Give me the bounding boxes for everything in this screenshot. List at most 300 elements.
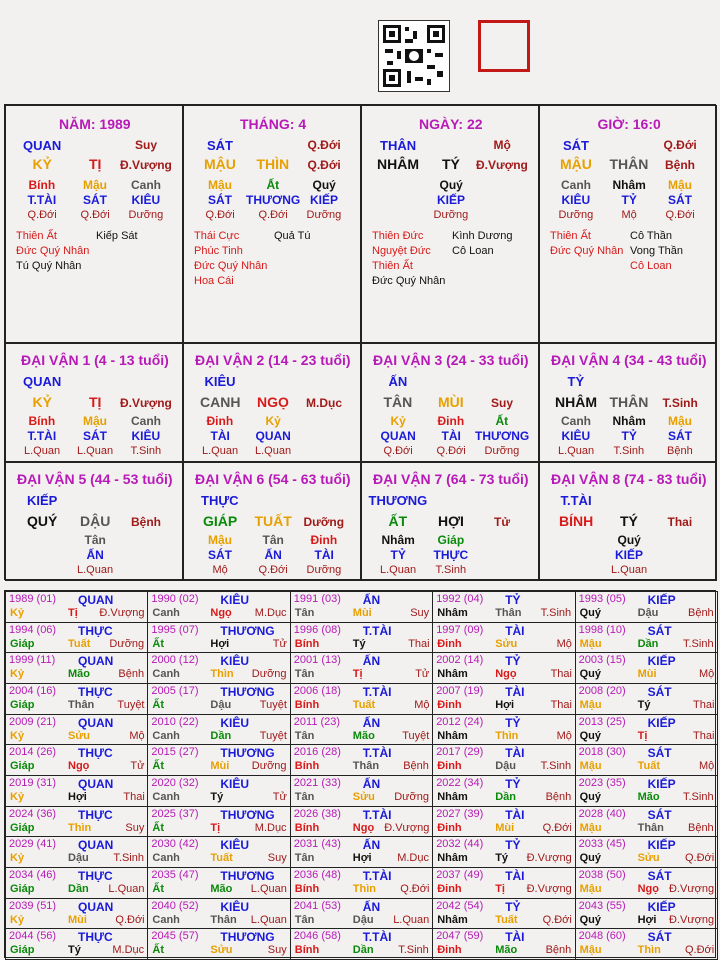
year-state: L.Quan <box>250 883 287 895</box>
year-stem: Bính <box>294 637 320 650</box>
year-label: 1997 (09) <box>436 623 484 636</box>
year-ten-god: THƯƠNG <box>220 623 275 638</box>
life-stage: Q.Đới <box>663 138 697 152</box>
year-state: Tuyệt <box>117 699 145 711</box>
year-table <box>4 590 716 958</box>
year-cell <box>5 591 148 623</box>
year-state: Tuyệt <box>402 729 430 742</box>
year-stem: Tân <box>294 913 315 926</box>
year-label: 2020 (32) <box>151 777 199 789</box>
star: Thái Cực <box>194 230 240 242</box>
year-ten-god: KIÊU <box>220 715 250 730</box>
year-branch: Sửu <box>495 637 518 650</box>
branch-state: Suy <box>491 396 514 410</box>
year-state: L.Quan <box>108 883 145 895</box>
hidden-stem: Nhâm <box>381 533 415 547</box>
branch-state: Đ.Vượng <box>120 158 172 172</box>
year-label: 1999 (11) <box>9 654 56 667</box>
year-state: M.Dục <box>397 852 429 865</box>
year-ten-god: KIẾP <box>647 899 676 914</box>
year-branch: Thìn <box>352 883 377 895</box>
hidden-state: Bệnh <box>667 445 693 457</box>
year-label: 1995 (07) <box>151 623 199 636</box>
year-ten-god: TỶ <box>505 715 521 730</box>
year-state: Tử <box>415 668 430 681</box>
year-ten-god: T.TÀI <box>362 623 392 638</box>
year-ten-god: SÁT <box>647 930 672 945</box>
hidden-stem: Ất <box>266 178 280 192</box>
year-label: 1996 (08) <box>293 623 341 636</box>
year-stem: Giáp <box>10 821 35 834</box>
star: Đức Quý Nhân <box>16 245 90 257</box>
year-branch: Tị <box>637 729 648 742</box>
year-branch: Tý <box>637 699 651 711</box>
heavenly-stem: TÂN <box>383 394 413 410</box>
hidden-state: L.Quan <box>380 564 417 576</box>
year-ten-god: TỶ <box>505 593 521 607</box>
year-label: 2013 (25) <box>578 715 626 728</box>
year-cell <box>432 683 575 715</box>
year-branch: Thìn <box>68 821 92 834</box>
year-cell <box>5 744 148 776</box>
year-branch: Thân <box>352 760 380 773</box>
year-label: 2005 (17) <box>151 685 199 697</box>
year-state: Thai <box>692 729 715 742</box>
dai-van-cell <box>183 462 361 581</box>
year-branch: Mùi <box>352 607 372 619</box>
year-branch: Mùi <box>637 668 657 681</box>
year-label: 2048 (60) <box>578 930 626 943</box>
year-stem: Nhâm <box>437 607 468 619</box>
year-branch: Hợi <box>352 852 372 865</box>
year-cell <box>147 928 290 960</box>
earthly-branch: TUẤT <box>254 513 292 529</box>
year-stem: Quý <box>579 729 601 742</box>
year-label: 2000 (12) <box>151 654 199 667</box>
year-branch: Dậu <box>637 607 659 619</box>
pillar-title: NĂM: 1989 <box>59 116 131 132</box>
year-label: 2047 (59) <box>436 930 484 943</box>
year-branch: Tị <box>352 668 363 681</box>
year-state: Q.Đới <box>542 821 572 834</box>
year-label: 2025 (37) <box>151 807 199 820</box>
year-stem: Bính <box>294 760 320 773</box>
life-stage: Suy <box>135 138 158 152</box>
year-branch: Dậu <box>210 699 232 711</box>
year-label: 1991 (03) <box>293 593 341 605</box>
year-cell <box>147 744 290 776</box>
hidden-stem: Bính <box>28 178 56 192</box>
year-ten-god: THƯƠNG <box>220 746 275 761</box>
year-label: 2034 (46) <box>9 869 57 881</box>
year-branch: Hợi <box>210 637 230 650</box>
year-branch: Tuất <box>637 760 660 773</box>
year-stem: Nhâm <box>437 668 468 681</box>
year-cell <box>290 714 433 746</box>
year-ten-god: THỰC <box>78 685 113 699</box>
year-state: Q.Đới <box>684 944 715 957</box>
hidden-state: T.Sinh <box>613 445 645 457</box>
dai-van-title: ĐẠI VẬN 4 (34 - 43 tuổi) <box>551 352 707 368</box>
year-branch: Sửu <box>352 791 375 803</box>
year-label: 2043 (55) <box>578 899 626 912</box>
hidden-stem: Canh <box>561 178 591 192</box>
star: Hoa Cái <box>194 275 234 287</box>
year-stem: Bính <box>294 821 320 834</box>
year-label: 2023 (35) <box>578 777 626 789</box>
heavenly-stem: BÍNH <box>559 513 594 529</box>
year-stem: Tân <box>294 668 315 681</box>
year-ten-god: TÀI <box>505 807 525 822</box>
star: Thiên Ất <box>550 230 591 242</box>
year-branch: Dần <box>68 883 89 895</box>
year-cell <box>5 898 148 930</box>
year-branch: Thân <box>210 913 237 926</box>
hidden-stem: Mậu <box>208 178 232 192</box>
year-state: Đ.Vượng <box>99 607 145 619</box>
year-label: 2012 (24) <box>436 715 484 728</box>
hidden-state: Dưỡng <box>484 445 520 457</box>
year-ten-god: TÀI <box>505 930 525 945</box>
dai-van-cell <box>361 343 539 462</box>
year-state: Tuyệt <box>259 699 287 711</box>
year-label: 2035 (47) <box>151 869 199 881</box>
year-stem: Kỷ <box>10 852 25 865</box>
hidden-god: KIÊU <box>561 429 591 443</box>
year-state: Dưỡng <box>251 668 287 681</box>
year-cell <box>5 622 148 654</box>
hidden-state: T.Sinh <box>130 445 162 457</box>
year-label: 2019 (31) <box>9 777 57 789</box>
year-cell <box>290 744 433 776</box>
year-branch: Ngọ <box>495 668 517 681</box>
year-label: 1994 (06) <box>9 623 57 636</box>
year-ten-god: THƯƠNG <box>220 930 275 945</box>
year-ten-god: KIÊU <box>220 838 250 853</box>
hidden-stem: Tân <box>84 533 106 547</box>
year-stem: Tân <box>294 852 315 865</box>
year-cell <box>432 806 575 838</box>
year-cell <box>575 775 718 807</box>
year-label: 2022 (34) <box>436 777 484 789</box>
year-label: 2037 (49) <box>436 869 484 881</box>
year-state: M.Dục <box>112 944 145 957</box>
year-ten-god: TÀI <box>505 869 525 883</box>
year-ten-god: QUAN <box>78 777 114 791</box>
year-ten-god: SÁT <box>647 685 672 699</box>
year-label: 2006 (18) <box>293 685 341 697</box>
heavenly-stem: CANH <box>200 394 241 410</box>
year-label: 2018 (30) <box>578 746 626 759</box>
year-state: Q.Đới <box>684 852 715 865</box>
hidden-stem: Mậu <box>208 533 232 547</box>
year-branch: Hợi <box>68 791 87 803</box>
year-cell <box>5 683 148 715</box>
year-branch: Tị <box>495 883 505 895</box>
hidden-state: Dưỡng <box>306 564 342 576</box>
hidden-god: SÁT <box>668 429 692 443</box>
hidden-state: Dưỡng <box>433 209 469 221</box>
year-label: 2026 (38) <box>293 807 341 820</box>
year-branch: Tuất <box>495 913 518 926</box>
year-stem: Quý <box>579 852 601 865</box>
year-stem: Giáp <box>10 760 35 773</box>
year-state: Thai <box>408 637 430 650</box>
year-stem: Kỷ <box>10 913 25 926</box>
year-label: 2028 (40) <box>578 807 626 820</box>
ten-god: QUAN <box>23 138 62 153</box>
year-cell <box>432 928 575 960</box>
year-stem: Mậu <box>579 821 602 834</box>
year-state: Tử <box>272 791 287 803</box>
year-label: 2039 (51) <box>9 899 57 912</box>
heavenly-stem: KỶ <box>32 156 52 172</box>
life-stage: Mộ <box>493 138 511 152</box>
year-state: T.Sinh <box>113 852 144 865</box>
year-cell <box>575 898 718 930</box>
year-stem: Canh <box>152 913 180 926</box>
year-label: 2031 (43) <box>293 838 341 851</box>
year-state: Bệnh <box>403 760 429 773</box>
year-state: Mộ <box>414 699 430 711</box>
year-branch: Dần <box>495 791 516 803</box>
year-branch: Thìn <box>637 944 661 957</box>
heavenly-stem: QUÝ <box>27 513 58 529</box>
heavenly-stem: MẬU <box>204 156 236 172</box>
year-stem: Tân <box>294 791 315 803</box>
hidden-state: Dưỡng <box>306 209 342 221</box>
hidden-god: THƯƠNG <box>246 193 301 207</box>
year-cell <box>147 836 290 868</box>
year-cell <box>432 744 575 776</box>
hidden-god: TỶ <box>390 548 406 562</box>
branch-state: Dưỡng <box>303 515 345 529</box>
year-stem: Quý <box>579 791 601 803</box>
year-cell <box>290 683 433 715</box>
dai-van-title: ĐẠI VẬN 5 (44 - 53 tuổi) <box>17 471 173 487</box>
year-stem: Ất <box>152 637 164 650</box>
year-cell <box>5 714 148 746</box>
year-stem: Kỷ <box>10 791 25 803</box>
year-branch: Mùi <box>210 760 230 773</box>
year-branch: Thân <box>68 699 95 711</box>
hidden-stem: Canh <box>561 414 591 428</box>
year-branch: Tị <box>68 607 78 619</box>
hidden-god: KIẾP <box>615 548 644 562</box>
year-branch: Tuất <box>352 699 376 711</box>
year-label: 2008 (20) <box>578 685 626 697</box>
year-stem: Giáp <box>10 883 35 895</box>
hidden-god: THƯƠNG <box>475 429 530 443</box>
year-stem: Mậu <box>579 699 602 711</box>
hidden-state: Q.Đới <box>27 209 57 221</box>
year-ten-god: KIÊU <box>220 593 250 607</box>
star: Đức Quý Nhân <box>372 275 446 287</box>
year-cell <box>575 806 718 838</box>
year-branch: Dậu <box>352 913 374 926</box>
year-ten-god: ẤN <box>362 654 381 669</box>
year-stem: Đinh <box>437 699 462 711</box>
year-cell <box>5 928 148 960</box>
year-state: Tử <box>272 637 287 650</box>
year-state: Tuyệt <box>259 729 287 742</box>
year-ten-god: THỰC <box>78 869 113 883</box>
year-label: 2014 (26) <box>9 746 57 759</box>
year-label: 1998 (10) <box>578 623 626 636</box>
year-ten-god: SÁT <box>647 869 672 883</box>
earthly-branch: HỢI <box>438 513 464 529</box>
hidden-god: SÁT <box>668 193 692 207</box>
year-ten-god: THỰC <box>78 930 113 945</box>
hidden-state: Q.Đới <box>665 209 695 221</box>
pillar-cell <box>539 105 717 343</box>
chart-grid <box>4 104 716 580</box>
year-state: Dưỡng <box>251 760 287 773</box>
year-ten-god: THƯƠNG <box>220 685 275 699</box>
year-branch: Sửu <box>210 944 233 957</box>
hidden-state: Q.Đới <box>383 445 413 457</box>
heavenly-stem: ẤT <box>388 513 408 529</box>
year-stem: Ất <box>152 760 164 773</box>
year-stem: Nhâm <box>437 791 468 803</box>
hidden-state: L.Quan <box>24 445 61 457</box>
year-cell <box>147 591 290 623</box>
heavenly-stem: NHÂM <box>377 156 419 172</box>
year-stem: Kỷ <box>10 668 25 681</box>
branch-state: Q.Đới <box>307 158 341 172</box>
year-cell <box>5 806 148 838</box>
hidden-god: TÀI <box>314 548 334 562</box>
year-stem: Giáp <box>10 944 35 957</box>
year-stem: Mậu <box>579 637 602 650</box>
year-cell <box>432 714 575 746</box>
year-branch: Ngọ <box>352 821 375 834</box>
year-ten-god: TỶ <box>505 654 521 669</box>
hidden-state: L.Quan <box>77 564 114 576</box>
hidden-god: KIÊU <box>561 193 591 207</box>
year-state: Đ.Vượng <box>526 883 572 895</box>
year-branch: Mão <box>210 883 233 895</box>
heavenly-stem: MẬU <box>560 156 592 172</box>
ten-god: QUAN <box>23 374 62 389</box>
pillar-cell <box>5 105 183 343</box>
year-label: 2029 (41) <box>9 838 57 851</box>
hidden-state: Q.Đới <box>258 564 288 576</box>
year-branch: Thìn <box>495 729 519 742</box>
pillar-cell <box>183 105 361 343</box>
year-cell <box>290 591 433 623</box>
earthly-branch: TỊ <box>89 156 102 172</box>
year-branch: Hợi <box>637 913 657 926</box>
year-ten-god: QUAN <box>78 593 114 607</box>
year-state: T.Sinh <box>540 760 572 773</box>
year-cell <box>432 867 575 899</box>
dai-van-title: ĐẠI VẬN 3 (24 - 33 tuổi) <box>373 352 529 368</box>
earthly-branch: TÝ <box>442 156 460 172</box>
year-branch: Mão <box>68 668 90 681</box>
star: Quả Tú <box>274 230 311 242</box>
year-cell <box>575 836 718 868</box>
year-label: 2030 (42) <box>151 838 199 851</box>
year-state: Đ.Vượng <box>668 883 715 895</box>
year-ten-god: KIÊU <box>220 899 250 914</box>
hidden-stem: Ất <box>495 414 509 428</box>
ten-god: KIẾP <box>27 493 58 508</box>
branch-state: Bệnh <box>665 158 695 172</box>
hidden-state: Dưỡng <box>558 209 594 221</box>
hidden-god: QUAN <box>380 429 416 443</box>
year-state: Tử <box>130 760 145 773</box>
earthly-branch: NGỌ <box>257 394 289 410</box>
year-cell <box>147 714 290 746</box>
hidden-state: Dưỡng <box>128 209 164 221</box>
star: Thiên Ất <box>372 260 413 272</box>
year-label: 2032 (44) <box>436 838 484 851</box>
year-ten-god: SÁT <box>647 623 672 638</box>
year-cell <box>5 775 148 807</box>
dai-van-cell <box>539 343 717 462</box>
star: Thiên Đức <box>372 230 424 242</box>
hidden-god: KIÊU <box>131 193 161 207</box>
hidden-state: L.Quan <box>611 564 648 576</box>
year-label: 2003 (15) <box>578 654 626 667</box>
year-state: Suy <box>267 944 287 957</box>
year-branch: Mùi <box>495 821 515 834</box>
year-branch: Tị <box>210 821 221 834</box>
dai-van-title: ĐẠI VẬN 8 (74 - 83 tuổi) <box>551 471 707 487</box>
hidden-god: TÀI <box>210 429 230 443</box>
year-label: 1993 (05) <box>578 593 626 605</box>
hidden-god: TỶ <box>621 193 637 207</box>
earthly-branch: TỊ <box>89 394 102 410</box>
year-state: Mộ <box>698 668 715 681</box>
year-branch: Tý <box>495 852 509 865</box>
year-cell <box>5 652 148 684</box>
year-cell <box>575 867 718 899</box>
year-state: Suy <box>267 852 287 865</box>
hidden-stem: Nhâm <box>612 178 646 192</box>
heavenly-stem: NHÂM <box>555 394 597 410</box>
year-label: 2007 (19) <box>436 685 484 697</box>
year-stem: Ất <box>152 699 164 711</box>
year-label: 1989 (01) <box>9 593 57 605</box>
hidden-god: TÀI <box>441 429 461 443</box>
year-branch: Dần <box>637 637 659 650</box>
year-ten-god: THƯƠNG <box>220 869 275 883</box>
year-cell <box>575 591 718 623</box>
year-stem: Canh <box>152 791 180 803</box>
year-ten-god: ẤN <box>362 777 381 791</box>
year-label: 2002 (14) <box>436 654 484 667</box>
hidden-stem: Đinh <box>310 533 338 547</box>
year-ten-god: KIẾP <box>647 777 676 791</box>
hidden-god: SÁT <box>83 193 107 207</box>
hidden-state: T.Sinh <box>435 564 467 576</box>
year-label: 1992 (04) <box>436 593 484 605</box>
year-branch: Sửu <box>637 852 660 865</box>
year-label: 2041 (53) <box>293 899 341 912</box>
year-ten-god: T.TÀI <box>362 685 392 699</box>
year-branch: Ngọ <box>637 883 659 895</box>
hidden-god: SÁT <box>208 548 232 562</box>
year-state: Bệnh <box>545 944 572 957</box>
star: Cô Loan <box>630 260 672 272</box>
year-label: 2046 (58) <box>293 930 341 943</box>
year-ten-god: KIÊU <box>220 654 250 669</box>
year-cell <box>432 836 575 868</box>
dai-van-cell <box>5 462 183 581</box>
hidden-god: QUAN <box>255 429 291 443</box>
